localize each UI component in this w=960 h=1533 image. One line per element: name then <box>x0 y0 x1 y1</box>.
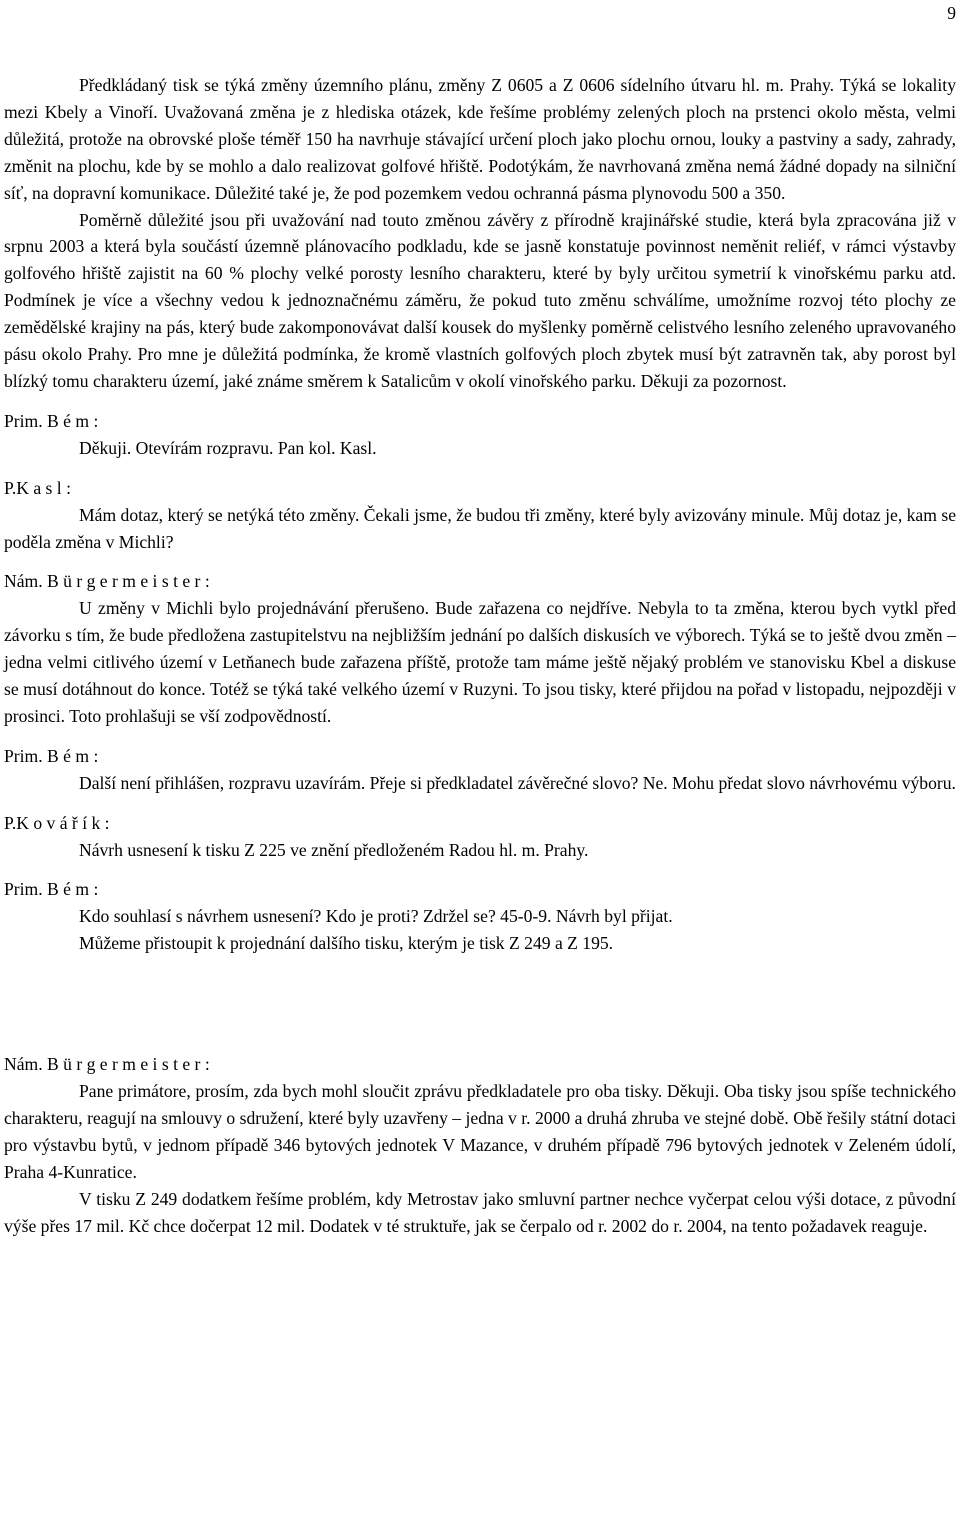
speaker-label-kasl: P.K a s l : <box>4 477 71 498</box>
speaker-label-burgermeister-1: Nám. B ü r g e r m e i s t e r : <box>4 571 210 592</box>
speech-kovarik: Návrh usnesení k tisku Z 225 ve znění předloženém Radou hl. m. Prahy. <box>79 839 589 860</box>
speech-burgermeister-2-part2: V tisku Z 249 dodatkem řešíme problém, kdy Metrostav jako smluvní partner nechce vyčerpat celou výši dotace, z původní výše přes 17 mil. Kč chce dočerpat 12 mil. Dodatek v té struktuře, jak se čerpalo od r. 2002 do r. 2004, na tento požadavek reaguje. <box>4 1188 956 1236</box>
speaker-label-burgermeister-2: Nám. B ü r g e r m e i s t e r : <box>4 1054 210 1075</box>
speech-prim-bem-3-vote: Kdo souhlasí s návrhem usnesení? Kdo je proti? Zdržel se? 45-0-9. Návrh byl přijat. <box>79 906 673 927</box>
document-body <box>4 72 956 1240</box>
speech-prim-bem-3-next: Můžeme přistoupit k projednání dalšího tisku, kterým je tisk Z 249 a Z 195. <box>79 933 614 954</box>
speech-kasl: Mám dotaz, který se netýká této změny. Čekali jsme, že budou tři změny, které byly avizovány minule. Můj dotaz je, kam se poděla změna v Michli? <box>4 504 956 552</box>
paragraph-study: Poměrně důležité jsou při uvažování nad touto změnou závěry z přírodně krajinářské studie, která byla zpracována již v srpnu 2003 a která byla součástí územně plánovacího podkladu, kde se jasně konstatuje povinnost neměnit reliéf, v rámci výstavby golfového hřiště zajistit na 60 % plochy velké porosty lesního charakteru, které by byly určitou symetrií k vinořskému parku atd. Podmínek je více a všechny vedou k jednoznačnému záměru, že pokud tuto změnu schválíme, umožníme rozvoj této plochy ze zemědělské krajiny na pás, který bude zakomponovávat další kousek do myšlenky poměrně celistvého lesního zeleného upravovaného pásu okolo Prahy. Pro mne je důležitá podmínka, že kromě vlastních golfových ploch zbytek musí být zatravněn tak, aby porost byl blízký tomu charakteru území, jaké známe směrem k Satalicům v okolí vinořského parku. Děkuji za pozornost. <box>4 209 956 391</box>
speaker-label-kovarik: P.K o v á ř í k : <box>4 812 110 833</box>
speech-prim-bem-1: Děkuji. Otevírám rozpravu. Pan kol. Kasl. <box>79 437 377 458</box>
speaker-label-prim-bem-2: Prim. B é m : <box>4 745 99 766</box>
speaker-label-prim-bem-1: Prim. B é m : <box>4 410 99 431</box>
page-number: 9 <box>947 3 956 23</box>
speaker-label-prim-bem-3: Prim. B é m : <box>4 879 99 900</box>
speech-burgermeister-1: U změny v Michli bylo projednávání přerušeno. Bude zařazena co nejdříve. Nebyla to ta změna, kterou bych vytkl před závorku s tím, že bude předložena zastupitelstvu na nejbližším jednání po dalších diskusích ve výborech. Týká se to ještě dvou změn – jedna velmi citlivého území v Letňanech bude zařazena příště, protože tam máme ještě nějaký problém ve stanovisku Kbel a diskuse se musí dotáhnout do konce. Totéž se týká také velkého území v Ruzyni. To jsou tisky, které přijdou na pořad v listopadu, nejpozději v prosinci. Toto prohlašuji se vší zodpovědností. <box>4 598 956 726</box>
paragraph-intro: Předkládaný tisk se týká změny územního plánu, změny Z 0605 a Z 0606 sídelního útvaru hl. m. Prahy. Týká se lokality mezi Kbely a Vinoří. Uvažovaná změna je z hlediska otázek, kde řešíme problémy zelených ploch na prstenci okolo města, velmi důležitá, protože na obrovské ploše téměř 150 ha navrhuje stávající určení ploch jako plochu ornou, louky a pastviny a sady, zahrady, změnit na plochu, kde by se mohlo a dalo realizovat golfové hřiště. Podotýkám, že navrhovaná změna nemá žádné dopady na silniční síť, na dopravní komunikace. Důležité také je, že pod pozemkem vedou ochranná pásma plynovodu 500 a 350. <box>4 75 956 203</box>
speech-prim-bem-2: Další není přihlášen, rozpravu uzavírám. Přeje si předkladatel závěrečné slovo? Ne. Mohu předat slovo návrhovému výboru. <box>79 772 956 793</box>
speech-burgermeister-2-part1: Pane primátore, prosím, zda bych mohl sloučit zprávu předkladatele pro oba tisky. Děkuji. Oba tisky jsou spíše technického charakteru, reagují na smlouvy o sdružení, které byly uzavřeny – jedna v r. 2000 a druhá zhruba ve stejné době. Obě řešily státní dotaci pro výstavbu bytů, v jednom případě 346 bytových jednotek V Mazance, v druhém případě 796 bytových jednotek v Zeleném údolí, Praha 4-Kunratice. <box>4 1081 956 1182</box>
